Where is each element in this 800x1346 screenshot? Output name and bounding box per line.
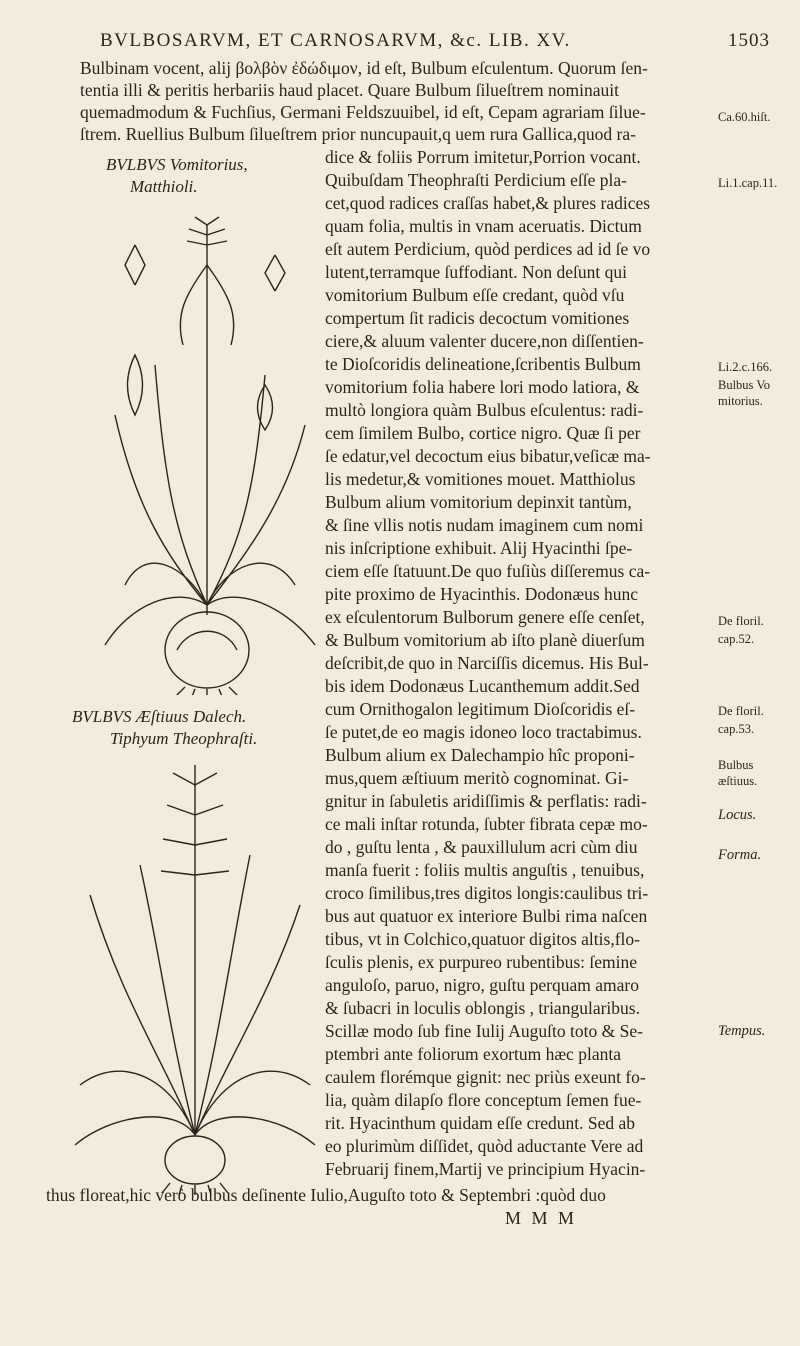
text-line: cum Ornithogalon legitimum Dioſcoridis eſ-	[325, 699, 636, 719]
text-line: tentia illi & peritis herbariis haud placet. Quare Bulbum ſilueſtrem nominauit	[80, 80, 619, 100]
margin-note: De floril.	[718, 704, 764, 718]
text-line: ſe putet,de eo magis idoneo loco tractabimus.	[325, 722, 642, 742]
text-line: cet,quod radices craſſas habet,& plures radices	[325, 193, 651, 213]
text-line: caulem florémque gignit: nec priùs exeunt fo-	[325, 1067, 646, 1087]
text-line: & Bulbum vomitorium ab iſto planè diuerſum	[325, 630, 645, 650]
catchword: M M M	[505, 1208, 578, 1228]
text-line: rit. Hyacinthum quidam eſſe credunt. Sed ab	[325, 1113, 636, 1133]
text-line: cem ſimilem Bulbo, cortice nigro. Quæ ſi per	[325, 423, 641, 443]
margin-note: Locus.	[718, 807, 757, 823]
margin-note: cap.53.	[718, 722, 755, 736]
text-line: thus floreat,hic verò bulbus deſinente Iulio,Auguſto toto & Septembri :quòd duo	[46, 1185, 606, 1205]
margin-note: cap.52.	[718, 632, 755, 646]
figure-caption-1-line-2: Matthioli.	[130, 177, 198, 196]
page-number: 1503	[728, 30, 770, 51]
text-line: eſt autem Perdicium, quòd perdices ad id ſe vo	[325, 239, 651, 259]
text-line: tibus, vt in Colchico,quatuor digitos altis,flo-	[325, 929, 640, 949]
summer-bulb-illustration	[70, 755, 320, 1195]
text-line: vomitorium folia habere lori modo latiora, &	[325, 377, 640, 397]
text-line: Bulbum alium vomitorium depinxit tantùm,	[325, 492, 632, 512]
text-line: anguloſo, paruo, nigro, guſtu perquam amaro	[325, 975, 639, 995]
text-line: ce mali inſtar rotunda, ſubter fibrata cepæ mo-	[325, 814, 648, 834]
text-line: Bulbinam vocent, alij βολβὸν ἐδώδιμον, id eſt, Bulbum eſculentum. Quorum ſen-	[80, 58, 648, 78]
text-line: ciem eſſe ſtatuunt.De quo fuſiùs diſſeremus ca-	[325, 561, 651, 581]
text-line: multò longiora quàm Bulbus eſculentus: radi-	[325, 400, 644, 420]
text-line: croco ſimilibus,tres digitos longis:caulibus tri-	[325, 883, 649, 903]
text-line: & ſubacri in loculis oblongis , triangularibus.	[325, 998, 640, 1018]
figure-caption-2-line-1: BVLBVS Æſtiuus Dalech.	[72, 707, 247, 726]
text-line: do , guſtu lenta , & pauxillulum acri cùm diu	[325, 837, 638, 857]
text-line: ſtrem. Ruellius Bulbum ſilueſtrem prior nuncupauit,q uem rura Gallica,quod ra-	[80, 124, 636, 144]
text-line: bus aut quatuor ex interiore Bulbi rima naſcen	[325, 906, 648, 926]
margin-note: De floril.	[718, 614, 764, 628]
text-line: ſculis plenis, ex purpureo rubentibus: ſemine	[325, 952, 638, 972]
margin-note: Li.2.c.166.	[718, 360, 773, 374]
margin-note: Bulbus Vo	[718, 378, 770, 392]
text-line: lis medetur,& vomitiones mouet. Matthiolus	[325, 469, 636, 489]
text-line: bis idem Dodonæus Lucanthemum addit.Sed	[325, 676, 640, 696]
text-line: dice & foliis Porrum imitetur,Porrion vocant.	[325, 147, 641, 167]
text-line: deſcribit,de quo in Narciſſis dicemus. His Bul-	[325, 653, 649, 673]
text-line: & ſine vllis notis nudam imaginem cum nomi	[325, 515, 644, 535]
margin-note: mitorius.	[718, 394, 763, 408]
text-line: ſe edatur,vel decoctum eius bibatur,veſicæ ma-	[325, 446, 651, 466]
text-line: ciere,& aluum valenter ducere,non diſſentien-	[325, 331, 644, 351]
text-line: quam folia, multis in vnam aceruatis. Dictum	[325, 216, 642, 236]
margin-note: Li.1.cap.11.	[718, 176, 778, 190]
figure-caption-1-line-1: BVLBVS Vomitorius,	[106, 155, 248, 174]
margin-note: Tempus.	[718, 1023, 766, 1039]
text-line: nis inſcriptione exhibuit. Alij Hyacinthi ſpe-	[325, 538, 633, 558]
figure-caption-2-line-2: Tiphyum Theophraſti.	[110, 729, 258, 748]
text-line: pite proximo de Hyacinthis. Dodonæus hunc	[325, 584, 639, 604]
running-header	[100, 30, 780, 52]
vomiting-bulb-illustration	[95, 205, 320, 695]
margin-note: Forma.	[718, 847, 762, 863]
text-line: te Dioſcoridis delineatione,ſcribentis Bulbum	[325, 354, 641, 374]
margin-note: Ca.60.hiſt.	[718, 110, 771, 124]
text-line: Bulbum alium ex Dalechampio hîc proponi-	[325, 745, 635, 765]
text-line: lia, quàm dilapſo flore conceptum ſemen fue-	[325, 1090, 642, 1110]
text-line: Februarij finem,Martij ve principium Hyacin-	[325, 1159, 646, 1179]
text-line: quemadmodum & Fuchſius, Germani Feldszuuibel, id eſt, Cepam agrariam ſilue-	[80, 102, 646, 122]
text-line: mus,quem æſtiuum meritò cognominat. Gi-	[325, 768, 629, 788]
text-line: Scillæ modo ſub fine Iulij Auguſto toto & Se-	[325, 1021, 643, 1041]
text-line: vomitorium Bulbum eſſe credant, quòd vſu	[325, 285, 625, 305]
text-line: ptembri ante foliorum exortum hæc planta	[325, 1044, 621, 1064]
margin-note: æſtiuus.	[718, 774, 758, 788]
margin-note: Bulbus	[718, 758, 754, 772]
text-line: lutent,terramque ſuffodiant. Non deſunt qui	[325, 262, 627, 282]
text-line: ex eſculentorum Bulborum genere eſſe cenſet,	[325, 607, 645, 627]
text-line: Quibuſdam Theophraſti Perdicium eſſe pla-	[325, 170, 627, 190]
text-line: gnitur in ſabuletis aridiſſimis & perflatis: radi-	[325, 791, 647, 811]
running-title: BVLBOSARVM, ET CARNOSARVM, &c. LIB. XV.	[100, 30, 571, 51]
text-line: eo plurimùm diſſidet, quòd aducτante Vere ad	[325, 1136, 644, 1156]
text-line: manſa fuerit : foliis multis anguſtis , tenuibus,	[325, 860, 645, 880]
text-line: compertum ſit radicis decoctum vomitiones	[325, 308, 630, 328]
